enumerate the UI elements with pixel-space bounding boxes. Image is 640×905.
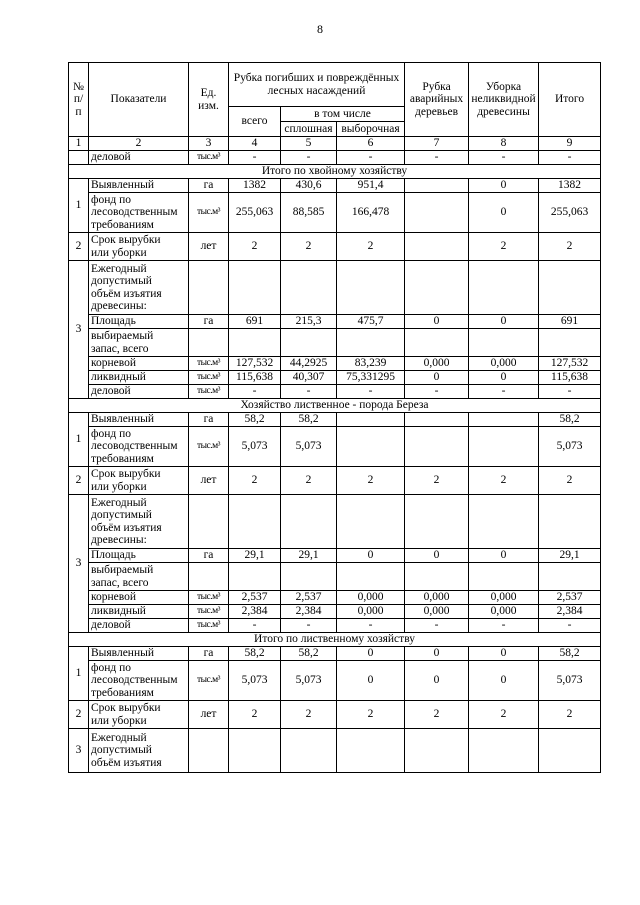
value-cell: 0 <box>469 315 539 329</box>
value-cell: 2 <box>469 467 539 495</box>
unit-cell: га <box>189 413 229 427</box>
row-label-liquid: ликвидный <box>89 605 189 619</box>
value-cell: 5,073 <box>229 661 281 701</box>
value-cell: 2,537 <box>229 591 281 605</box>
value-cell: 5,073 <box>539 661 601 701</box>
value-cell: 29,1 <box>229 549 281 563</box>
value-cell: 2 <box>539 701 601 729</box>
row-label-area: Площадь <box>89 549 189 563</box>
value-cell <box>469 427 539 467</box>
value-cell: 0 <box>405 315 469 329</box>
value-cell: 0,000 <box>405 357 469 371</box>
unit-cell: тыс.м³ <box>189 357 229 371</box>
value-cell: - <box>281 385 337 399</box>
row-num: 2 <box>69 467 89 495</box>
value-cell: 2 <box>229 467 281 495</box>
unit-cell: тыс.м³ <box>189 371 229 385</box>
unit-cell: тыс.м³ <box>189 619 229 633</box>
value-cell: 58,2 <box>281 413 337 427</box>
value-cell: 475,7 <box>337 315 405 329</box>
value-cell: 2 <box>539 467 601 495</box>
row-num: 1 <box>69 413 89 467</box>
value-cell: 58,2 <box>229 413 281 427</box>
value-cell: 29,1 <box>539 549 601 563</box>
value-cell: 691 <box>229 315 281 329</box>
value-cell <box>405 193 469 233</box>
value-cell: 0 <box>337 661 405 701</box>
value-cell: 2 <box>469 233 539 261</box>
value-cell <box>405 233 469 261</box>
row-label-selected: выбираемый запас, всего <box>89 563 189 591</box>
value-cell: 255,063 <box>229 193 281 233</box>
value-cell: 88,585 <box>281 193 337 233</box>
value-cell: 2,384 <box>229 605 281 619</box>
row-label-term: Срок вырубки или уборки <box>89 701 189 729</box>
unit-cell: лет <box>189 701 229 729</box>
row-num: 1 <box>69 179 89 233</box>
header-selective: выборочная <box>337 122 405 137</box>
row-label-identified: Выявленный <box>89 413 189 427</box>
value-cell: 115,638 <box>229 371 281 385</box>
value-cell: 44,2925 <box>281 357 337 371</box>
value-cell: 691 <box>539 315 601 329</box>
header-unit: Ед. изм. <box>189 63 229 137</box>
header-incl: в том числе <box>281 107 405 122</box>
value-cell: 58,2 <box>539 647 601 661</box>
harvest-table <box>68 62 601 773</box>
value-cell: 2 <box>337 701 405 729</box>
value-cell: 0 <box>337 549 405 563</box>
unit-cell: тыс.м³ <box>189 661 229 701</box>
value-cell <box>405 179 469 193</box>
value-cell: - <box>405 151 469 165</box>
row-num: 3 <box>69 729 89 773</box>
value-cell: - <box>337 619 405 633</box>
unit-cell: га <box>189 315 229 329</box>
row-label-area: Площадь <box>89 315 189 329</box>
value-cell: 5,073 <box>281 427 337 467</box>
value-cell <box>337 413 405 427</box>
value-cell: 115,638 <box>539 371 601 385</box>
value-cell <box>337 427 405 467</box>
row-label-identified: Выявленный <box>89 179 189 193</box>
value-cell: - <box>469 151 539 165</box>
value-cell: - <box>539 385 601 399</box>
row-label-selected: выбираемый запас, всего <box>89 329 189 357</box>
col-number: 6 <box>337 137 405 151</box>
unit-cell: лет <box>189 467 229 495</box>
header-group1: Рубка погибших и повреждённых лесных насаждений <box>229 63 405 107</box>
value-cell: 0,000 <box>405 605 469 619</box>
row-label-annual: Ежегодный допустимый объём изъятия древесины: <box>89 261 189 315</box>
value-cell: 0,000 <box>405 591 469 605</box>
value-cell: - <box>469 385 539 399</box>
row-label-business: деловой <box>89 385 189 399</box>
row-label-term: Срок вырубки или уборки <box>89 233 189 261</box>
value-cell: 0 <box>469 371 539 385</box>
value-cell: 166,478 <box>337 193 405 233</box>
row-label-business: деловой <box>89 151 189 165</box>
value-cell: 127,532 <box>229 357 281 371</box>
unit-cell: га <box>189 179 229 193</box>
section-title: Хозяйство лиственное - порода Береза <box>69 399 601 413</box>
header-total: Итого <box>539 63 601 137</box>
unit-cell: га <box>189 647 229 661</box>
value-cell: - <box>337 151 405 165</box>
value-cell: 2 <box>405 701 469 729</box>
value-cell: 29,1 <box>281 549 337 563</box>
row-label-business: деловой <box>89 619 189 633</box>
unit-cell: тыс.м³ <box>189 591 229 605</box>
col-number: 3 <box>189 137 229 151</box>
value-cell: 2,384 <box>281 605 337 619</box>
row-num: 3 <box>69 495 89 633</box>
header-emergency: Рубка аварийных деревьев <box>405 63 469 137</box>
page-number: 8 <box>317 22 323 36</box>
value-cell: 2,537 <box>281 591 337 605</box>
value-cell: 2 <box>229 233 281 261</box>
value-cell: 127,532 <box>539 357 601 371</box>
value-cell: 0 <box>405 371 469 385</box>
value-cell: 0,000 <box>469 605 539 619</box>
value-cell: 5,073 <box>539 427 601 467</box>
value-cell: 0,000 <box>337 591 405 605</box>
value-cell: - <box>281 151 337 165</box>
value-cell: 2 <box>281 467 337 495</box>
value-cell <box>405 413 469 427</box>
unit-cell: тыс.м³ <box>189 193 229 233</box>
header-indicators: Показатели <box>89 63 189 137</box>
row-num: 2 <box>69 233 89 261</box>
row-label-annual: Ежегодный допустимый объём изъятия <box>89 729 189 773</box>
unit-cell: лет <box>189 233 229 261</box>
value-cell: 83,239 <box>337 357 405 371</box>
value-cell: - <box>229 151 281 165</box>
col-number: 4 <box>229 137 281 151</box>
row-label-root: корневой <box>89 591 189 605</box>
unit-cell: тыс.м³ <box>189 385 229 399</box>
value-cell: - <box>229 619 281 633</box>
value-cell: 0 <box>469 661 539 701</box>
section-title: Итого по лиственному хозяйству <box>69 633 601 647</box>
value-cell: 0 <box>405 549 469 563</box>
col-number: 9 <box>539 137 601 151</box>
value-cell: 2 <box>405 467 469 495</box>
row-num: 1 <box>69 647 89 701</box>
value-cell: 58,2 <box>281 647 337 661</box>
header-clear: сплошная <box>281 122 337 137</box>
value-cell: 430,6 <box>281 179 337 193</box>
value-cell: 0 <box>405 647 469 661</box>
value-cell: - <box>539 619 601 633</box>
section-title: Итого по хвойному хозяйству <box>69 165 601 179</box>
value-cell: - <box>337 385 405 399</box>
row-label-liquid: ликвидный <box>89 371 189 385</box>
value-cell: 0,000 <box>337 605 405 619</box>
unit-cell: тыс.м³ <box>189 427 229 467</box>
row-num: 2 <box>69 701 89 729</box>
value-cell: 2 <box>281 701 337 729</box>
value-cell: 0 <box>469 549 539 563</box>
value-cell: - <box>405 619 469 633</box>
value-cell: 0 <box>469 647 539 661</box>
value-cell: 2 <box>281 233 337 261</box>
row-label-fund: фонд по лесоводственным требованиям <box>89 193 189 233</box>
unit-cell: га <box>189 549 229 563</box>
value-cell: 255,063 <box>539 193 601 233</box>
col-number: 7 <box>405 137 469 151</box>
value-cell: 2,384 <box>539 605 601 619</box>
value-cell: 58,2 <box>229 647 281 661</box>
value-cell: 0 <box>337 647 405 661</box>
value-cell: - <box>539 151 601 165</box>
value-cell: 5,073 <box>229 427 281 467</box>
value-cell: 2 <box>469 701 539 729</box>
value-cell: 0 <box>469 193 539 233</box>
row-label-fund: фонд по лесоводственным требованиям <box>89 427 189 467</box>
col-number: 1 <box>69 137 89 151</box>
unit-cell: тыс.м³ <box>189 605 229 619</box>
row-label-term: Срок вырубки или уборки <box>89 467 189 495</box>
header-num: № п/п <box>69 63 89 137</box>
value-cell: - <box>469 619 539 633</box>
value-cell: 2 <box>539 233 601 261</box>
row-num: 3 <box>69 261 89 399</box>
value-cell: 2 <box>337 233 405 261</box>
value-cell: - <box>405 385 469 399</box>
value-cell <box>469 413 539 427</box>
value-cell: - <box>281 619 337 633</box>
value-cell: 0,000 <box>469 357 539 371</box>
col-number: 2 <box>89 137 189 151</box>
value-cell: 58,2 <box>539 413 601 427</box>
col-number: 5 <box>281 137 337 151</box>
row-label-identified: Выявленный <box>89 647 189 661</box>
header-total-group1: всего <box>229 107 281 137</box>
row-label-annual: Ежегодный допустимый объём изъятия древесины: <box>89 495 189 549</box>
value-cell: 1382 <box>539 179 601 193</box>
value-cell: 2,537 <box>539 591 601 605</box>
value-cell: 0 <box>469 179 539 193</box>
col-number: 8 <box>469 137 539 151</box>
row-label-fund: фонд по лесоводственным требованиям <box>89 661 189 701</box>
value-cell: 0,000 <box>469 591 539 605</box>
value-cell: - <box>229 385 281 399</box>
value-cell <box>405 427 469 467</box>
value-cell: 951,4 <box>337 179 405 193</box>
unit-cell: тыс.м³ <box>189 151 229 165</box>
header-illiquid: Уборка неликвидной древесины <box>469 63 539 137</box>
row-label-root: корневой <box>89 357 189 371</box>
value-cell: 40,307 <box>281 371 337 385</box>
value-cell: 0 <box>405 661 469 701</box>
value-cell: 5,073 <box>281 661 337 701</box>
value-cell: 75,331295 <box>337 371 405 385</box>
value-cell: 2 <box>229 701 281 729</box>
value-cell: 1382 <box>229 179 281 193</box>
value-cell: 2 <box>337 467 405 495</box>
value-cell: 215,3 <box>281 315 337 329</box>
